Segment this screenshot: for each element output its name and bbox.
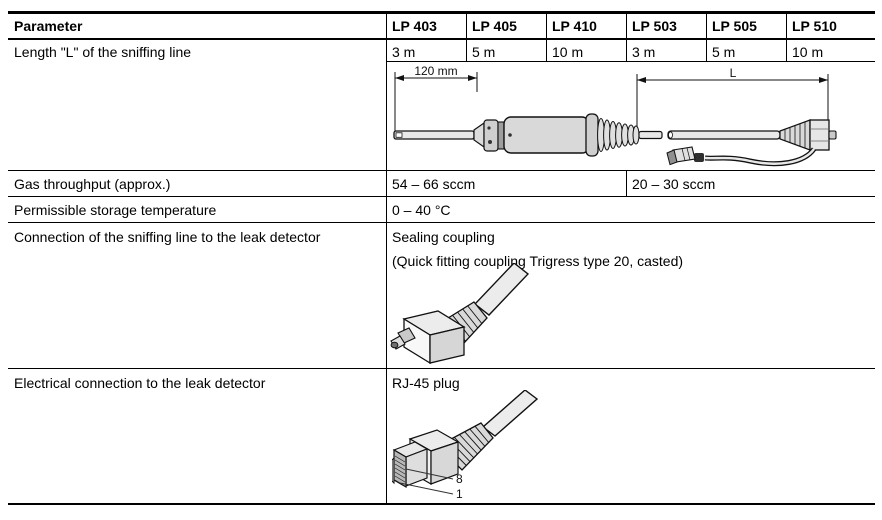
dimension-120mm [395, 72, 477, 136]
gas-value-lp500-series: 20 – 30 sccm [632, 176, 716, 192]
dim-arrow-right-icon [468, 75, 477, 81]
pin1-leader-line [400, 483, 453, 494]
column-divider [786, 11, 787, 62]
length-value-lp410: 10 m [552, 44, 584, 60]
row-label-storage-temperature: Permissible storage temperature [14, 202, 217, 218]
column-divider [626, 11, 627, 62]
dim-arrow-left-icon [395, 75, 404, 81]
row-label-length: Length "L" of the sniffing line [14, 44, 192, 60]
diagram-row-separator-line [8, 170, 875, 171]
row-label-connection: Connection of the sniffing line to the leak detector [14, 229, 321, 245]
table-bottom-border [8, 503, 875, 505]
rj45-head [392, 442, 427, 487]
dim-arrow-right-icon [819, 77, 828, 83]
pin8-label: 8 [456, 472, 463, 486]
connection-value-line2: (Quick fitting coupling Trigress type 20, casted) [392, 253, 684, 269]
length-value-lp503: 3 m [632, 44, 656, 60]
row-label-gas-throughput: Gas throughput (approx.) [14, 176, 171, 192]
table-top-border [8, 11, 875, 14]
pin1-label: 1 [456, 487, 463, 501]
gas-value-lp400-series: 54 – 66 sccm [392, 176, 476, 192]
sniffing-line-diagram [386, 62, 875, 170]
dim-120mm-label: 120 mm [414, 64, 458, 78]
dim-arrow-left-icon [637, 77, 646, 83]
column-divider [706, 11, 707, 62]
sniffer-probe-drawing [394, 114, 836, 156]
gas-row-separator-line [8, 196, 875, 197]
col-header-lp403: LP 403 [392, 18, 437, 34]
pigtail-ferrule [694, 153, 704, 162]
length-value-lp405: 5 m [472, 44, 496, 60]
length-value-lp510: 10 m [792, 44, 824, 60]
col-header-lp510: LP 510 [792, 18, 837, 34]
col-header-lp410: LP 410 [552, 18, 597, 34]
col-header-lp503: LP 503 [632, 18, 677, 34]
column-divider [546, 11, 547, 62]
dim-L-label: L [729, 66, 737, 80]
col-header-parameter: Parameter [14, 18, 83, 34]
column-divider [466, 11, 467, 62]
storage-temperature-value: 0 – 40 °C [392, 202, 451, 218]
mini-rj45-plug-icon [667, 147, 695, 165]
sealing-coupling-illustration [390, 263, 535, 370]
col-header-lp405: LP 405 [472, 18, 517, 34]
col-header-lp505: LP 505 [712, 18, 757, 34]
gas-row-divider [626, 170, 627, 197]
connection-value-line1: Sealing coupling [392, 229, 495, 245]
electrical-value: RJ-45 plug [392, 375, 460, 391]
length-value-lp505: 5 m [712, 44, 736, 60]
rj45-plug-illustration [392, 390, 562, 502]
header-separator-line [8, 38, 875, 40]
row-label-electrical: Electrical connection to the leak detector [14, 375, 266, 391]
length-value-lp403: 3 m [392, 44, 416, 60]
storage-row-separator-line [8, 222, 875, 223]
